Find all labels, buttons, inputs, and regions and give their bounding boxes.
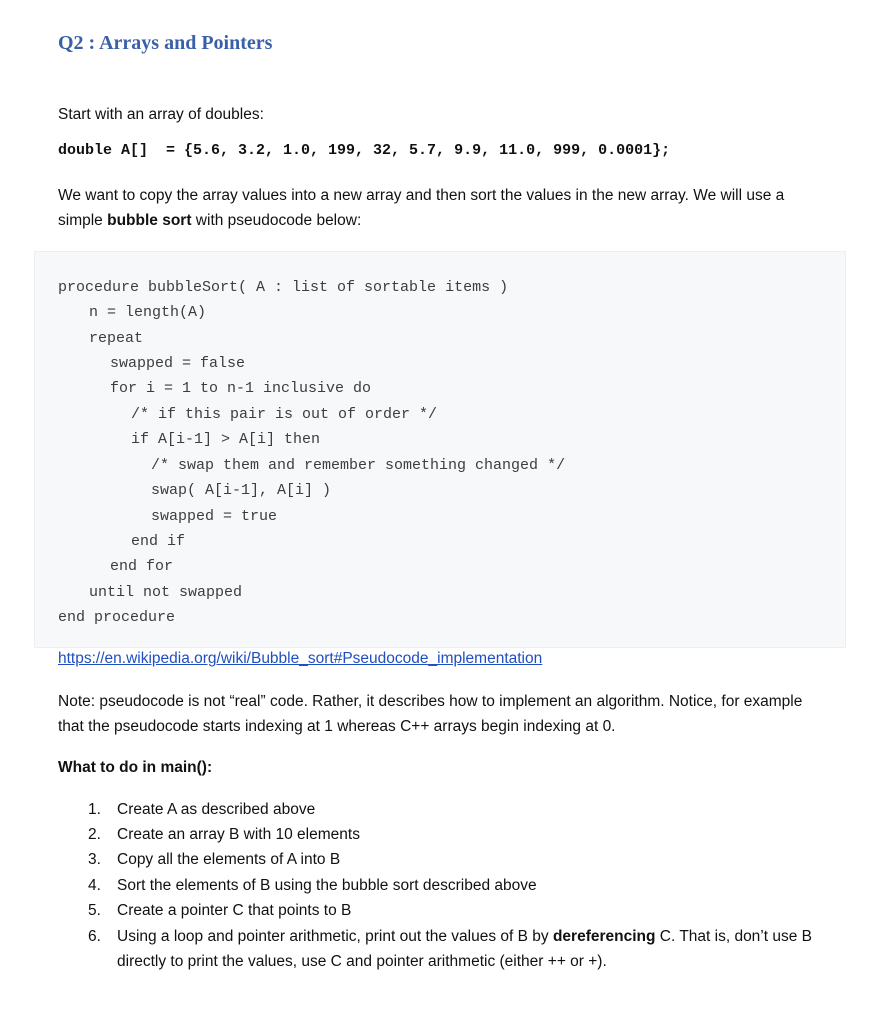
list-item-number: 4.: [88, 877, 101, 894]
list-item-number: 3.: [88, 851, 101, 868]
code-line: end for: [110, 558, 174, 575]
list-item: Create a pointer C that points to B: [117, 902, 352, 919]
code-line: /* swap them and remember something changed */: [151, 457, 566, 474]
wikipedia-link[interactable]: https://en.wikipedia.org/wiki/Bubble_sort#Pseudocode_implementation: [58, 650, 543, 667]
step6-text-after: C. That is, don’t use B directly to print the values, use C and pointer arithmetic (either ++ or +).: [117, 928, 812, 970]
step6-text-before: Using a loop and pointer arithmetic, print out the values of B by: [117, 928, 553, 945]
list-item: Create an array B with 10 elements: [117, 826, 360, 843]
code-line: swapped = true: [151, 508, 278, 525]
list-item: [117, 924, 827, 974]
list-item: Copy all the elements of A into B: [117, 851, 341, 868]
step6-bold: dereferencing: [552, 928, 656, 945]
copy-text-bold: bubble sort: [107, 212, 192, 229]
code-line: until not swapped: [89, 584, 243, 601]
code-line: /* if this pair is out of order */: [131, 406, 438, 423]
list-item-number: 1.: [88, 801, 101, 818]
code-line: end procedure: [58, 609, 176, 626]
code-line: n = length(A): [89, 304, 207, 321]
note-text: Note: pseudocode is not “real” code. Rather, it describes how to implement an algorithm. Notice, for example that the pseudocode starts indexing at 1 whereas C++ arrays begin indexing at 0.: [58, 693, 803, 735]
code-line: end if: [131, 533, 186, 550]
code-line: procedure bubbleSort( A : list of sortable items ): [58, 279, 509, 296]
copy-text-part1: We want to copy the array values into a new array and then sort the values in the new array. We will use a simple: [58, 187, 785, 229]
page-title: Q2 : Arrays and Pointers: [58, 32, 273, 54]
list-item-number: 6.: [88, 928, 101, 945]
main-heading: What to do in main():: [58, 759, 213, 776]
array-declaration-code: double A[] = {5.6, 3.2, 1.0, 199, 32, 5.7, 9.9, 11.0, 999, 0.0001};: [58, 142, 671, 159]
code-line: swapped = false: [110, 355, 246, 372]
copy-text-part2: with pseudocode below:: [191, 212, 362, 229]
list-item-number: 5.: [88, 902, 101, 919]
list-item: Create A as described above: [117, 801, 316, 818]
code-line: for i = 1 to n-1 inclusive do: [110, 380, 372, 397]
code-line: if A[i-1] > A[i] then: [131, 431, 321, 448]
copy-description: [58, 183, 818, 233]
list-item: Sort the elements of B using the bubble sort described above: [117, 877, 537, 894]
code-line: swap( A[i-1], A[i] ): [151, 482, 332, 499]
list-item-number: 2.: [88, 826, 101, 843]
intro-text: Start with an array of doubles:: [58, 106, 264, 123]
code-line: repeat: [89, 330, 144, 347]
